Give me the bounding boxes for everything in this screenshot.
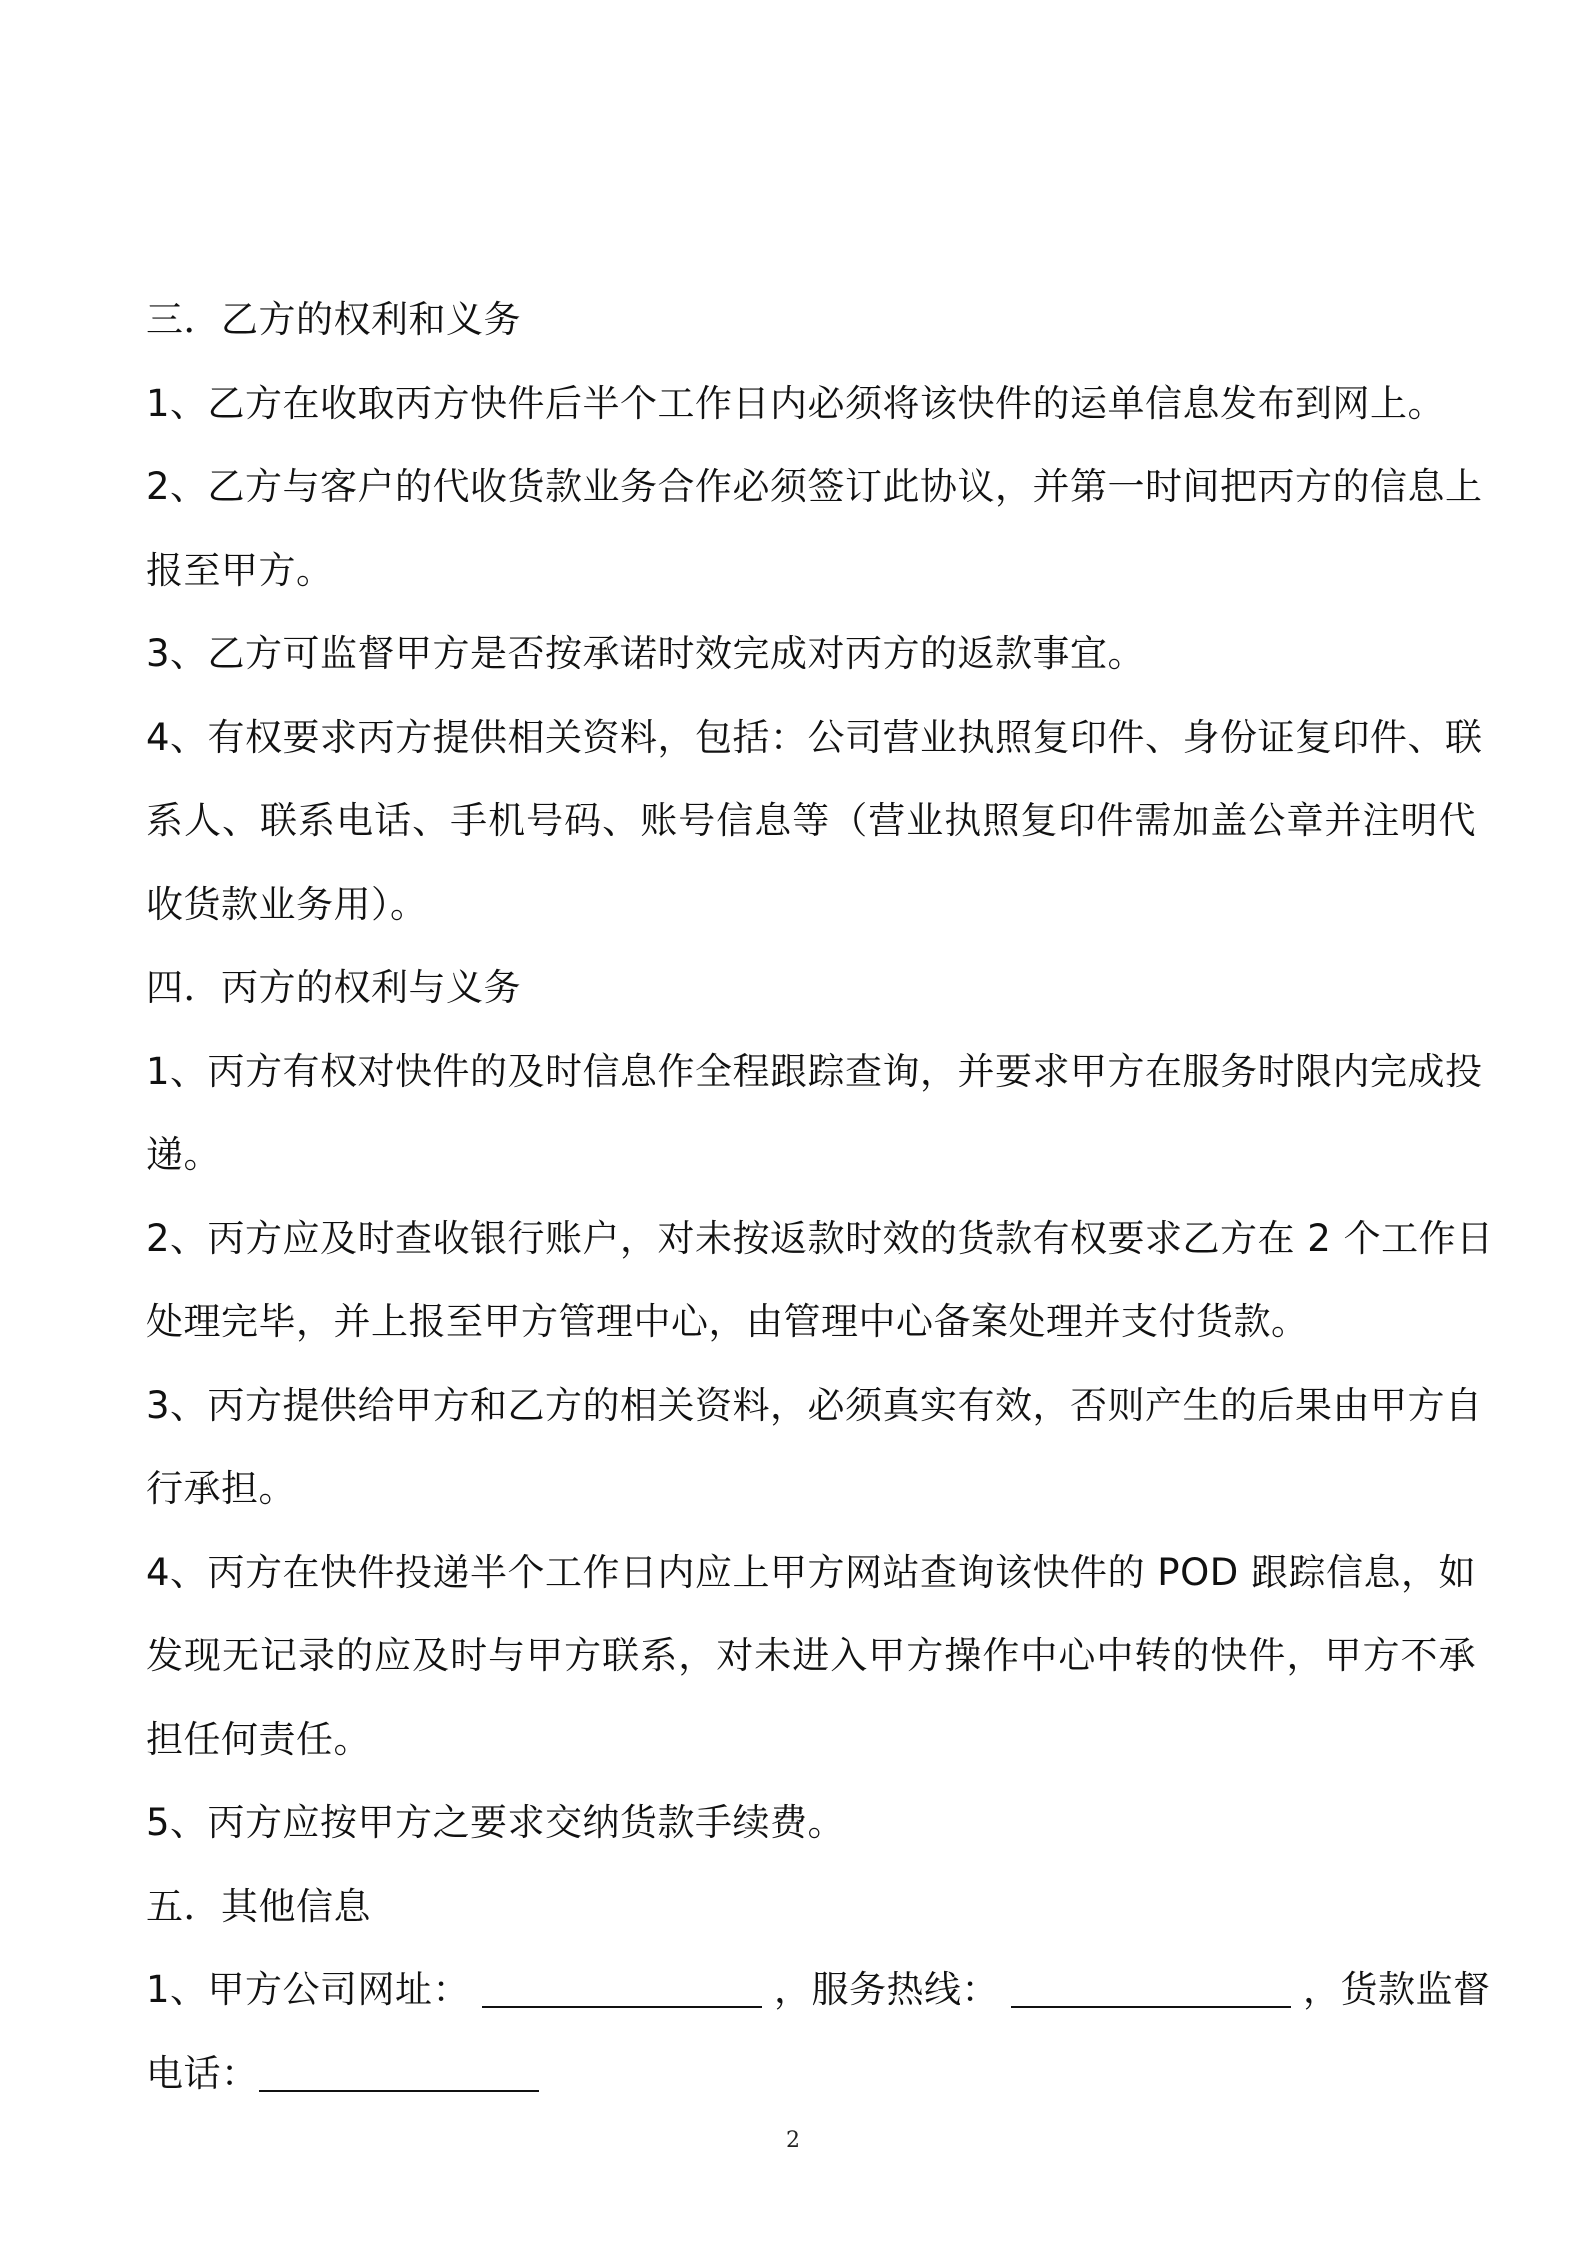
form-line-website-hotline [146, 1948, 1491, 2032]
hotline-blank-field[interactable] [1011, 1970, 1291, 2008]
website-blank-field[interactable] [482, 1970, 762, 2008]
paragraph-line: 递。 [146, 1133, 221, 1176]
paragraph-line: 担任何责任。 [146, 1717, 371, 1761]
paragraph-line: 收货款业务用）。 [146, 882, 428, 926]
document-body [146, 278, 1494, 2115]
phone-blank-field[interactable] [259, 2054, 539, 2092]
page-number: 2 [786, 2128, 800, 2153]
phone-label: 电话： [146, 2051, 259, 2095]
website-label: 1、甲方公司网址： [146, 1968, 471, 2011]
paragraph-line: 3、乙方可监督甲方是否按承诺时效完成对丙方的返款事宜。 [146, 632, 1146, 675]
paragraph-line: 1、丙方有权对快件的及时信息作全程跟踪查询，并要求甲方在服务时限内完成投 [146, 1049, 1483, 1093]
section-heading-5: 五．其他信息 [146, 1884, 371, 1928]
paragraph-line: 5、丙方应按甲方之要求交纳货款手续费。 [146, 1801, 846, 1844]
supervision-label: ，货款监督 [1303, 1968, 1491, 2011]
paragraph-line: 行承担。 [146, 1467, 296, 1510]
paragraph-line: 报至甲方。 [146, 548, 334, 592]
paragraph-line: 2、乙方与客户的代收货款业务合作必须签订此协议，并第一时间把丙方的信息上 [146, 465, 1483, 508]
paragraph-line: 系人、联系电话、手机号码、账号信息等（营业执照复印件需加盖公章并注明代 [146, 799, 1476, 842]
form-line-phone [146, 2032, 1476, 2116]
paragraph-line: 4、丙方在快件投递半个工作日内应上甲方网站查询该快件的 POD 跟踪信息，如 [146, 1550, 1476, 1594]
paragraph-line: 处理完毕，并上报至甲方管理中心，由管理中心备案处理并支付货款。 [146, 1300, 1309, 1343]
section-heading-4: 四．丙方的权利与义务 [146, 966, 521, 1009]
paragraph-line: 1、乙方在收取丙方快件后半个工作日内必须将该快件的运单信息发布到网上。 [146, 381, 1446, 425]
section-heading-3: 三．乙方的权利和义务 [146, 298, 521, 341]
paragraph-line: 2、丙方应及时查收银行账户，对未按返款时效的货款有权要求乙方在 2 个工作日 [146, 1216, 1494, 1260]
paragraph-line: 4、有权要求丙方提供相关资料，包括：公司营业执照复印件、身份证复印件、联 [146, 715, 1483, 759]
paragraph-line: 发现无记录的应及时与甲方联系，对未进入甲方操作中心中转的快件，甲方不承 [146, 1634, 1476, 1677]
paragraph-line: 3、丙方提供给甲方和乙方的相关资料，必须真实有效，否则产生的后果由甲方自 [146, 1383, 1483, 1427]
hotline-label: ，服务热线： [774, 1968, 1000, 2011]
